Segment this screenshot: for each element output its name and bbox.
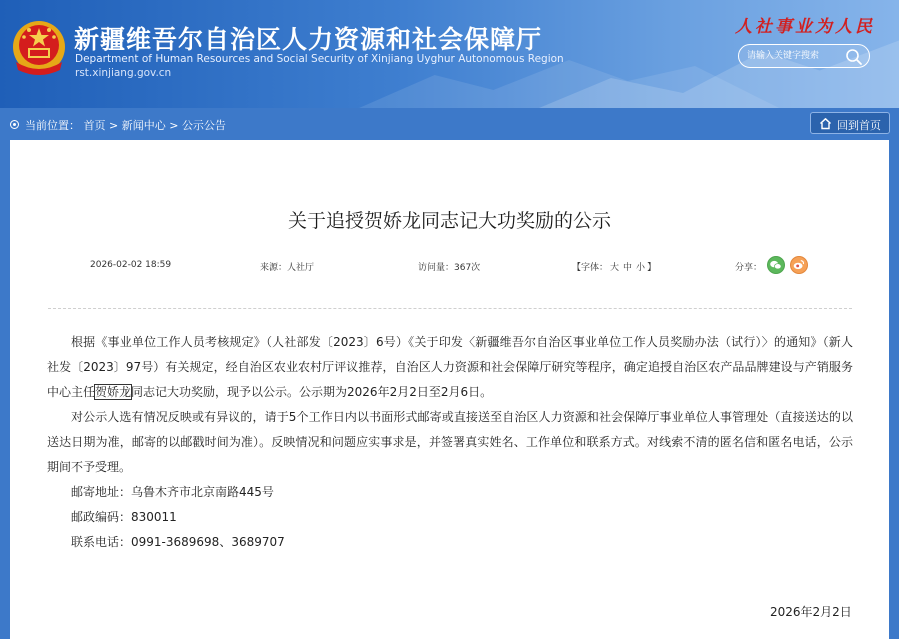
site-domain: rst.xinjiang.gov.cn xyxy=(75,67,172,79)
honoree-name: 贺娇龙 xyxy=(95,385,132,399)
article-source: 来源：人社厅 xyxy=(260,263,315,273)
font-size-large[interactable]: 大 xyxy=(610,263,620,273)
home-icon xyxy=(819,117,832,130)
breadcrumb-bar xyxy=(0,108,899,140)
site-title: 新疆维吾尔自治区人力资源和社会保障厅 xyxy=(74,25,543,54)
article-body xyxy=(47,330,853,555)
font-size-label-close: 】 xyxy=(647,263,657,273)
font-size-medium[interactable]: 中 xyxy=(623,263,633,273)
font-size-label-open: 【字体： xyxy=(572,263,609,273)
meta-divider xyxy=(48,308,852,309)
breadcrumb-home[interactable]: 首页 xyxy=(83,119,106,132)
font-size-switcher xyxy=(572,260,656,273)
breadcrumb xyxy=(25,117,226,133)
contact-phone: 联系电话：0991-3689698、3689707 xyxy=(71,535,285,549)
national-emblem-icon xyxy=(10,18,68,78)
slogan: 人社事业为人民 xyxy=(735,17,875,37)
paragraph-basis xyxy=(47,330,853,405)
site-subtitle: Department of Human Resources and Social Security of Xinjiang Uyghur Autonomous Region xyxy=(75,53,564,65)
article-title: 关于追授贺娇龙同志记大功奖励的公示 xyxy=(287,210,611,232)
site-header xyxy=(0,0,899,108)
paragraph-basis-text: 根据《事业单位工作人员考核规定》（人社部发〔2023〕6号）《关于印发〈新疆维吾尔自治区事业单位工作人员奖励办法（试行）〉的通知》（新人社发〔2023〕97号）有关规定，经自治区农业农村厅评议推荐，自治区人力资源和社会保障厅研究等程序，确定追授自治区农产品品牌建设与产销服务中心主任 xyxy=(47,335,853,399)
publish-date: 2026-02-02 18:59 xyxy=(90,260,172,270)
share-label: 分享： xyxy=(735,263,763,273)
search-box xyxy=(738,44,870,68)
back-home-button[interactable] xyxy=(810,112,890,134)
visit-count: 访问量：367次 xyxy=(418,263,481,273)
breadcrumb-separator: > xyxy=(105,119,122,132)
breadcrumb-separator: > xyxy=(165,119,182,132)
breadcrumb-news[interactable]: 新闻中心 xyxy=(121,119,166,132)
signature-date: 2026年2月2日 xyxy=(770,605,852,619)
breadcrumb-notices[interactable]: 公示公告 xyxy=(181,119,226,132)
search-input[interactable] xyxy=(747,48,842,64)
paragraph-objection: 对公示人选有情况反映或有异议的，请于5个工作日内以书面形式邮寄或直接送至自治区人力资源和社会保障厅事业单位人事管理处（直接送达的以送达日期为准，邮寄的以邮戳时间为准）。反映情况和问题应实事求是，并签署真实姓名、工作单位和联系方式。对线索不清的匿名信和匿名电话，公示期间不予受理。 xyxy=(47,410,853,474)
location-dot-icon xyxy=(10,120,19,129)
mailing-address: 邮寄地址：乌鲁木齐市北京南路445号 xyxy=(71,485,274,499)
wechat-share-icon[interactable] xyxy=(767,256,785,274)
content-panel xyxy=(10,140,889,639)
paragraph-basis-text-end: 同志记大功奖励，现予以公示。公示期为2026年2月2日至2月6日。 xyxy=(131,385,493,399)
back-home-label: 回到首页 xyxy=(837,119,881,132)
breadcrumb-label: 当前位置： xyxy=(25,119,80,132)
weibo-share-icon[interactable] xyxy=(790,256,808,274)
postal-code: 邮政编码：830011 xyxy=(71,510,177,524)
font-size-small[interactable]: 小 xyxy=(636,263,646,273)
search-icon[interactable] xyxy=(845,48,863,66)
